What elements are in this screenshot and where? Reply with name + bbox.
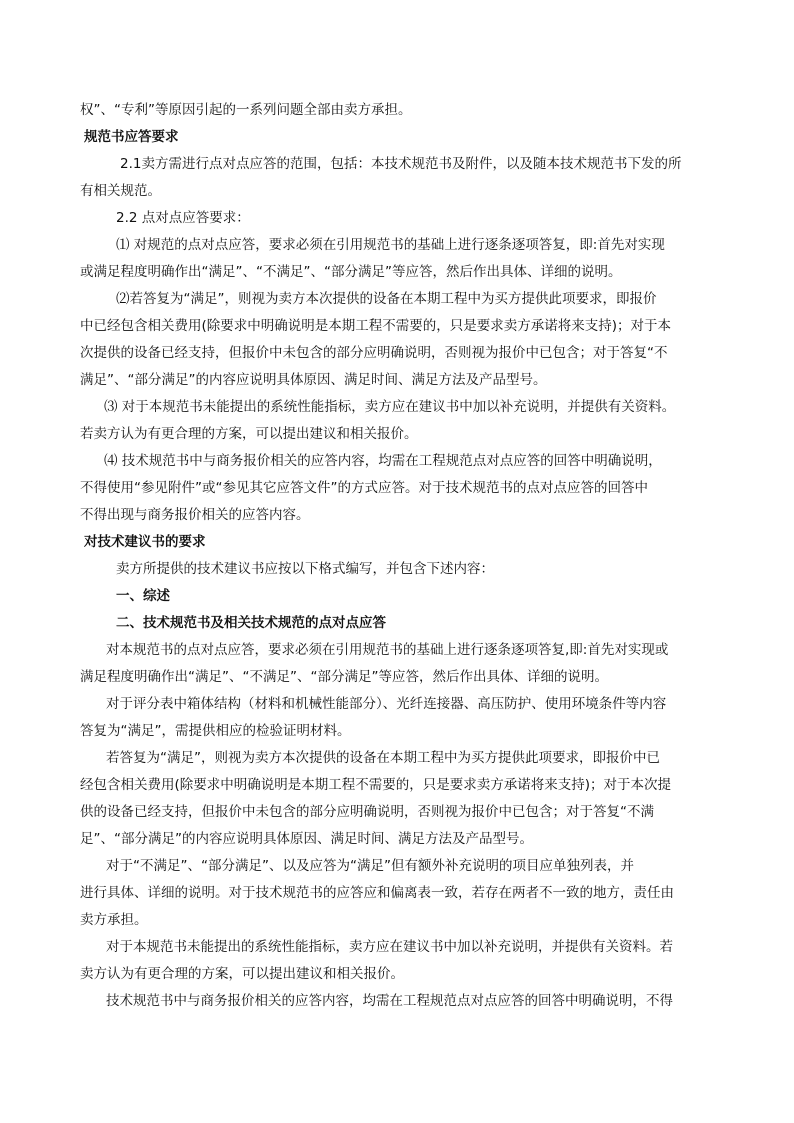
paragraph-line: 次提供的设备已经支持，但报价中未包含的部分应明确说明，否则视为报价中已包含；对于答复“不 — [80, 345, 668, 361]
paragraph-line: 对于本规范书未能提出的系统性能指标，卖方应在建议书中加以补充说明，并提供有关资料。若 — [106, 939, 673, 955]
paragraph-line: 供的设备已经支持，但报价中未包含的部分应明确说明，否则视为报价中已包含；对于答复“不满 — [80, 804, 654, 820]
paragraph-line: 对于“不满足”、“部分满足”、以及应答为“满足”但有额外补充说明的项目应单独列表，并 — [106, 858, 634, 874]
paragraph-line: 进行具体、详细的说明。对于技术规范书的应答应和偏离表一致，若存在两者不一致的地方，责任由 — [80, 885, 674, 901]
paragraph-line: 2.2 点对点应答要求： — [116, 210, 250, 226]
section-heading-response-requirements: 规范书应答要求 — [84, 129, 179, 145]
paragraph-line: 若卖方认为有更合理的方案，可以提出建议和相关报价。 — [80, 426, 418, 442]
paragraph-line: 权”、“专利”等原因引起的一系列问题全部由卖方承担。 — [80, 102, 412, 118]
paragraph-line: 卖方认为有更合理的方案，可以提出建议和相关报价。 — [80, 966, 404, 982]
paragraph-line: 2.1卖方需进行点对点应答的范围，包括：本技术规范书及附件，以及随本技术规范书下发的所 — [120, 156, 682, 172]
paragraph-line: 足”、“部分满足”的内容应说明具体原因、满足时间、满足方法及产品型号。 — [80, 831, 533, 847]
section-heading-technical-proposal: 对技术建议书的要求 — [84, 534, 206, 550]
paragraph-line: 经包含相关费用(除要求中明确说明是本期工程不需要的，只是要求卖方承诺将来支持)；对于本次提 — [80, 777, 672, 793]
paragraph-line: ⑷ 技术规范书中与商务报价相关的应答内容，均需在工程规范点对点应答的回答中明确说明， — [104, 453, 662, 469]
subheading-overview: 一、综述 — [116, 588, 170, 604]
paragraph-line: ⑴ 对规范的点对点应答，要求必须在引用规范书的基础上进行逐条逐项答复，即:首先对实现 — [116, 237, 665, 253]
paragraph-line: 或满足程度明确作出“满足”、“不满足”、“部分满足”等应答，然后作出具体、详细的说明。 — [80, 264, 622, 280]
paragraph-line: 中已经包含相关费用(除要求中明确说明是本期工程不需要的，只是要求卖方承诺将来支持)；对于本 — [80, 318, 672, 334]
paragraph-line: 不得出现与商务报价相关的应答内容。 — [80, 507, 310, 523]
subheading-point-to-point-response: 二、技术规范书及相关技术规范的点对点应答 — [116, 615, 386, 631]
paragraph-line: 满足”、“部分满足”的内容应说明具体原因、满足时间、满足方法及产品型号。 — [80, 372, 547, 388]
paragraph-line: 有相关规范。 — [80, 183, 161, 199]
paragraph-line: 若答复为“满足”，则视为卖方本次提供的设备在本期工程中为买方提供此项要求，即报价中已 — [106, 750, 660, 766]
paragraph-line: ⑶ 对于本规范书未能提出的系统性能指标，卖方应在建议书中加以补充说明，并提供有关资料。 — [104, 399, 676, 415]
paragraph-line: 卖方承担。 — [80, 912, 148, 928]
paragraph-line: 卖方所提供的技术建议书应按以下格式编写，并包含下述内容： — [116, 561, 494, 577]
paragraph-line: 答复为“满足”，需提供相应的检验证明材料。 — [80, 723, 351, 739]
paragraph-line: 不得使用“参见附件”或“参见其它应答文件”的方式应答。对于技术规范书的点对点应答的回答中 — [80, 480, 648, 496]
paragraph-line: 对于评分表中箱体结构（材料和机械性能部分）、光纤连接器、高压防护、使用环境条件等内容 — [106, 696, 667, 712]
paragraph-line: 技术规范书中与商务报价相关的应答内容，均需在工程规范点对点应答的回答中明确说明，不得 — [106, 993, 673, 1009]
paragraph-line: ⑵若答复为“满足”，则视为卖方本次提供的设备在本期工程中为买方提供此项要求，即报价 — [116, 291, 657, 307]
paragraph-line: 满足程度明确作出“满足”、“不满足”、“部分满足”等应答，然后作出具体、详细的说明。 — [80, 669, 608, 685]
paragraph-line: 对本规范书的点对点应答，要求必须在引用规范书的基础上进行逐条逐项答复,即:首先对实现或 — [106, 642, 669, 658]
